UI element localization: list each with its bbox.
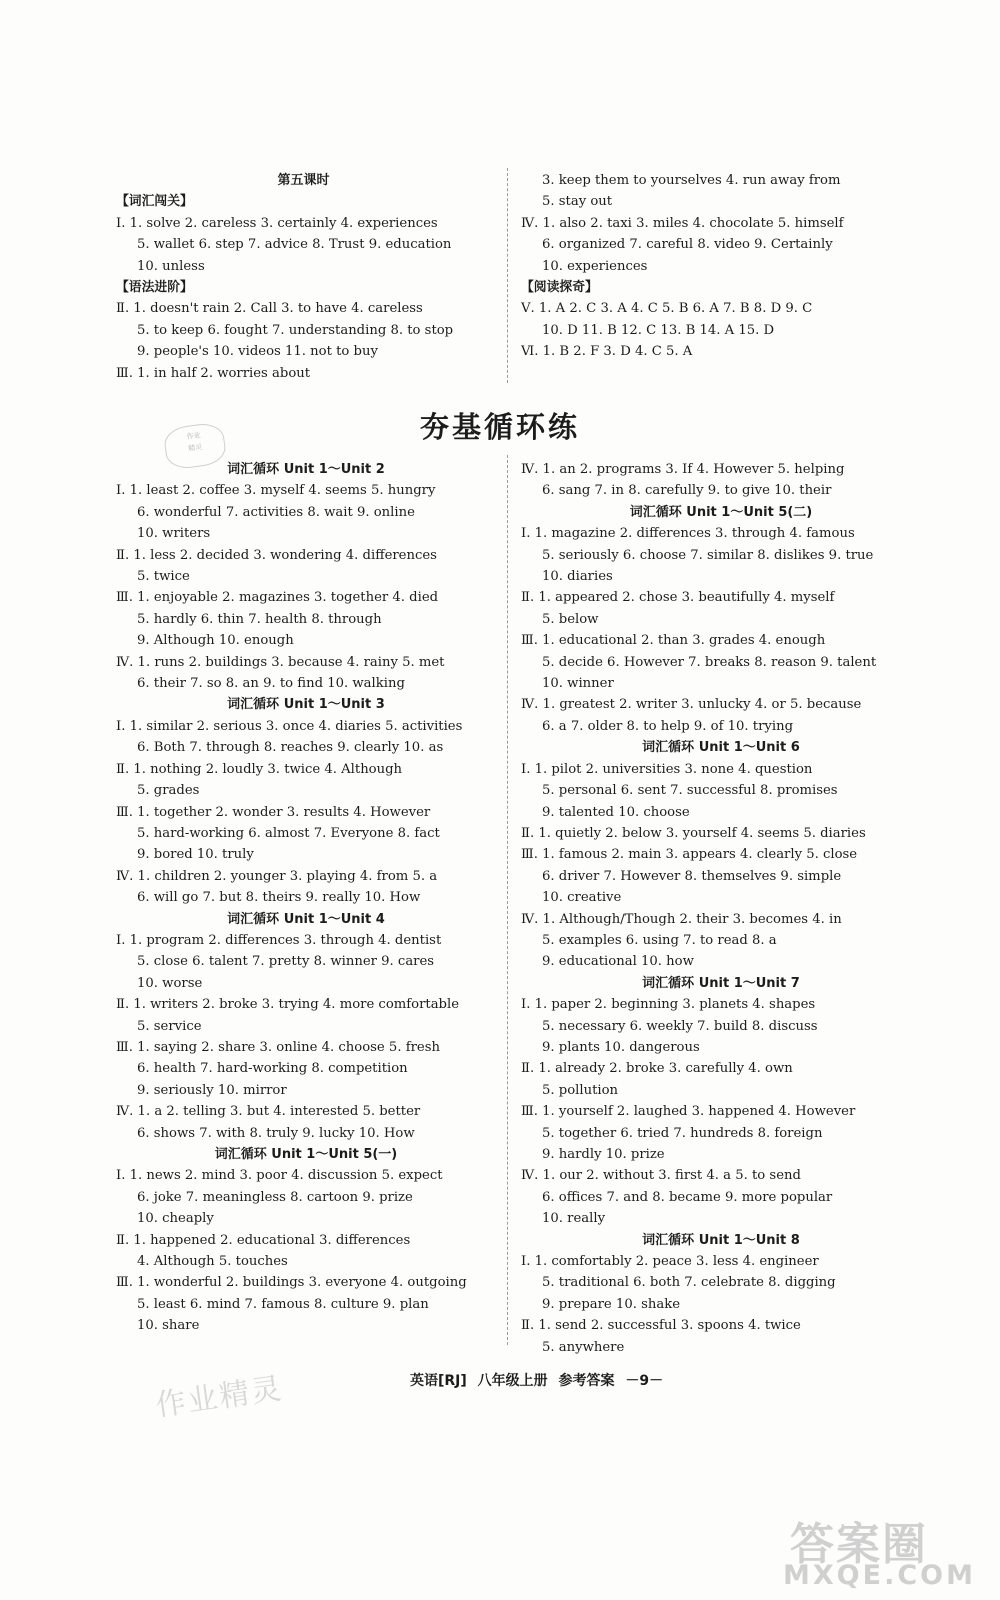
top-left-column bbox=[116, 170, 491, 384]
answer-line: 9. educational 10. how bbox=[542, 954, 694, 970]
answer-line: 5. stay out bbox=[542, 194, 613, 210]
answer-line: Ⅱ. 1. quietly 2. below 3. yourself 4. seems 5. diaries bbox=[521, 825, 866, 841]
answer-line: 10. unless bbox=[137, 258, 205, 274]
answer-line: Ⅰ. 1. news 2. mind 3. poor 4. discussion 5. expect bbox=[116, 1168, 443, 1184]
answer-line: Ⅵ. 1. B 2. F 3. D 4. C 5. A bbox=[521, 344, 693, 360]
stamp-line-2: 精灵 bbox=[187, 443, 203, 453]
answer-line: Ⅲ. 1. educational 2. than 3. grades 4. enough bbox=[521, 633, 826, 649]
answer-line: 5. pollution bbox=[542, 1082, 619, 1098]
answer-line: 5. examples 6. using 7. to read 8. a bbox=[542, 932, 777, 948]
answer-line: Ⅱ. 1. nothing 2. loudly 3. twice 4. Although bbox=[116, 761, 403, 777]
answer-line: Ⅰ. 1. least 2. coffee 3. myself 4. seems 5. hungry bbox=[116, 483, 436, 499]
top-right-column bbox=[521, 170, 921, 363]
answer-line: 10. experiences bbox=[542, 258, 648, 274]
answer-line: Ⅰ. 1. comfortably 2. peace 3. less 4. engineer bbox=[521, 1254, 819, 1270]
answer-line: 9. plants 10. dangerous bbox=[542, 1039, 700, 1055]
page-footer: 英语[RJ] 八年级上册 参考答案 －9－ bbox=[410, 1373, 664, 1389]
answer-line: 6. wonderful 7. activities 8. wait 9. online bbox=[137, 504, 415, 520]
answer-line: 6. organized 7. careful 8. video 9. Certainly bbox=[542, 237, 833, 253]
answer-line: Ⅲ. 1. together 2. wonder 3. results 4. However bbox=[116, 804, 431, 820]
bottom-left-column bbox=[116, 459, 496, 1337]
answer-line: Ⅱ. 1. happened 2. educational 3. differences bbox=[116, 1232, 411, 1248]
answer-line: Ⅰ. 1. similar 2. serious 3. once 4. diaries 5. activities bbox=[116, 718, 463, 734]
answer-line: 6. health 7. hard-working 8. competition bbox=[137, 1061, 408, 1077]
answer-line: Ⅳ. 1. greatest 2. writer 3. unlucky 4. or 5. because bbox=[521, 697, 862, 713]
answer-line: Ⅰ. 1. paper 2. beginning 3. planets 4. shapes bbox=[521, 997, 816, 1013]
subsection-label: 【语法进阶】 bbox=[116, 280, 193, 296]
bottom-right-column bbox=[521, 459, 921, 1358]
answer-line: 9. people's 10. videos 11. not to buy bbox=[137, 344, 378, 360]
answer-line: Ⅱ. 1. writers 2. broke 3. trying 4. more comfortable bbox=[116, 997, 460, 1013]
answer-line: 6. offices 7. and 8. became 9. more popular bbox=[542, 1189, 833, 1205]
answer-line: Ⅳ. 1. an 2. programs 3. If 4. However 5. helping bbox=[521, 462, 845, 477]
answer-line: 10. D 11. B 12. C 13. B 14. A 15. D bbox=[542, 322, 775, 338]
answer-line: 6. will go 7. but 8. theirs 9. really 10. How bbox=[137, 890, 421, 906]
answer-line: Ⅳ. 1. also 2. taxi 3. miles 4. chocolate 5. himself bbox=[521, 215, 844, 231]
top-column-divider bbox=[507, 168, 508, 383]
watermark-logo: 答案圈 bbox=[790, 1519, 928, 1570]
answer-line: Ⅰ. 1. pilot 2. universities 3. none 4. question bbox=[521, 761, 813, 777]
answer-line: 5. below bbox=[542, 611, 599, 627]
answer-line: 9. hardly 10. prize bbox=[542, 1147, 665, 1162]
answer-line: Ⅱ. 1. send 2. successful 3. spoons 4. twice bbox=[521, 1318, 801, 1334]
answer-line: 5. least 6. mind 7. famous 8. culture 9. plan bbox=[137, 1296, 429, 1312]
answer-line: 4. Although 5. touches bbox=[137, 1254, 288, 1270]
answer-line: 10. writers bbox=[137, 526, 211, 542]
answer-line: 10. winner bbox=[542, 676, 614, 692]
answer-line: Ⅳ. 1. children 2. younger 3. playing 4. from 5. a bbox=[116, 868, 438, 884]
watermark-site: MXQE.COM bbox=[783, 1560, 976, 1591]
answer-line: 10. worse bbox=[137, 975, 203, 991]
answer-line: 6. their 7. so 8. an 9. to find 10. walking bbox=[137, 676, 405, 692]
answer-line: 6. joke 7. meaningless 8. cartoon 9. prize bbox=[137, 1189, 413, 1205]
answer-line: Ⅱ. 1. already 2. broke 3. carefully 4. own bbox=[521, 1061, 793, 1077]
subsection-label: 【阅读探奇】 bbox=[521, 280, 598, 296]
answer-line: 5. wallet 6. step 7. advice 8. Trust 9. education bbox=[137, 237, 452, 253]
answer-line: Ⅴ. 1. A 2. C 3. A 4. C 5. B 6. A 7. B 8. D 9. C bbox=[521, 301, 813, 317]
answer-line: 10. really bbox=[542, 1211, 606, 1227]
answer-line: 10. creative bbox=[542, 890, 622, 906]
answer-line: 3. keep them to yourselves 4. run away from bbox=[542, 173, 841, 188]
section-heading: 词汇循环 Unit 1～Unit 8 bbox=[642, 1232, 800, 1248]
answer-line: 9. talented 10. choose bbox=[542, 804, 690, 820]
answer-line: Ⅳ. 1. runs 2. buildings 3. because 4. rainy 5. met bbox=[116, 654, 445, 670]
answer-line: 6. sang 7. in 8. carefully 9. to give 10. their bbox=[542, 483, 832, 499]
answer-line: 5. to keep 6. fought 7. understanding 8. to stop bbox=[137, 322, 454, 338]
answer-line: Ⅲ. 1. yourself 2. laughed 3. happened 4. However bbox=[521, 1104, 856, 1120]
section-heading: 词汇循环 Unit 1～Unit 5(一) bbox=[214, 1147, 398, 1162]
answer-line: 10. cheaply bbox=[137, 1211, 214, 1227]
answer-line: Ⅱ. 1. doesn't rain 2. Call 3. to have 4. careless bbox=[116, 301, 423, 317]
answer-line: Ⅱ. 1. less 2. decided 3. wondering 4. differences bbox=[116, 547, 437, 563]
answer-line: Ⅳ. 1. our 2. without 3. first 4. a 5. to send bbox=[521, 1168, 801, 1184]
answer-line: 10. diaries bbox=[542, 569, 613, 585]
answer-line: 9. bored 10. truly bbox=[137, 847, 254, 863]
answer-line: Ⅳ. 1. a 2. telling 3. but 4. interested 5. better bbox=[116, 1104, 421, 1120]
section-heading: 词汇循环 Unit 1～Unit 3 bbox=[227, 697, 385, 713]
answer-line: 10. share bbox=[137, 1318, 200, 1334]
section-heading: 词汇循环 Unit 1～Unit 2 bbox=[227, 462, 385, 477]
answer-line: 5. seriously 6. choose 7. similar 8. dislikes 9. true bbox=[542, 547, 874, 563]
answer-line: 5. hardly 6. thin 7. health 8. through bbox=[137, 611, 382, 627]
section-heading: 词汇循环 Unit 1～Unit 5(二) bbox=[629, 504, 813, 520]
answer-line: 5. hard-working 6. almost 7. Everyone 8. fact bbox=[137, 825, 440, 841]
answer-line: 6. driver 7. However 8. themselves 9. simple bbox=[542, 868, 842, 884]
answer-line: Ⅲ. 1. wonderful 2. buildings 3. everyone 4. outgoing bbox=[116, 1275, 467, 1291]
answer-line: Ⅲ. 1. famous 2. main 3. appears 4. clearly 5. close bbox=[521, 847, 858, 863]
answer-line: 5. personal 6. sent 7. successful 8. promises bbox=[542, 783, 838, 799]
bottom-column-divider bbox=[507, 455, 508, 1345]
answer-line: Ⅰ. 1. program 2. differences 3. through 4. dentist bbox=[116, 932, 442, 948]
answer-line: Ⅱ. 1. appeared 2. chose 3. beautifully 4. myself bbox=[521, 590, 835, 606]
section-heading: 词汇循环 Unit 1～Unit 4 bbox=[227, 911, 385, 927]
answer-line: 5. necessary 6. weekly 7. build 8. discuss bbox=[542, 1018, 818, 1034]
answer-line: 9. prepare 10. shake bbox=[542, 1296, 681, 1312]
subsection-label: 【词汇闯关】 bbox=[116, 194, 193, 210]
answer-line: 9. Although 10. enough bbox=[137, 633, 294, 649]
answer-line: Ⅲ. 1. saying 2. share 3. online 4. choose 5. fresh bbox=[116, 1039, 440, 1055]
answer-line: 5. together 6. tried 7. hundreds 8. foreign bbox=[542, 1125, 823, 1141]
answer-line: 5. service bbox=[137, 1018, 202, 1034]
section-heading: 第五课时 bbox=[277, 173, 330, 188]
answer-line: Ⅳ. 1. Although/Though 2. their 3. becomes 4. in bbox=[521, 911, 842, 927]
answer-line: 6. Both 7. through 8. reaches 9. clearly 10. as bbox=[137, 740, 444, 756]
answer-line: 5. anywhere bbox=[542, 1339, 625, 1355]
stamp-line-1: 作业 bbox=[186, 431, 202, 442]
answer-line: 9. seriously 10. mirror bbox=[137, 1082, 287, 1098]
answer-line: 6. shows 7. with 8. truly 9. lucky 10. How bbox=[137, 1125, 415, 1141]
answer-line: 5. decide 6. However 7. breaks 8. reason 9. talent bbox=[542, 654, 877, 670]
section-title: 夯基循环练 bbox=[419, 410, 580, 444]
answer-line: Ⅰ. 1. solve 2. careless 3. certainly 4. experiences bbox=[116, 215, 438, 231]
answer-line: 5. twice bbox=[137, 569, 190, 585]
answer-line: 5. traditional 6. both 7. celebrate 8. digging bbox=[542, 1275, 836, 1291]
section-heading: 词汇循环 Unit 1～Unit 7 bbox=[642, 975, 800, 991]
watermark-text: 作业精灵 bbox=[153, 1371, 286, 1424]
answer-line: Ⅰ. 1. magazine 2. differences 3. through 4. famous bbox=[521, 526, 855, 542]
answer-line: 5. close 6. talent 7. pretty 8. winner 9. cares bbox=[137, 954, 435, 970]
answer-line: 6. a 7. older 8. to help 9. of 10. trying bbox=[542, 718, 794, 734]
answer-line: Ⅲ. 1. in half 2. worries about bbox=[116, 365, 311, 381]
answer-line: Ⅲ. 1. enjoyable 2. magazines 3. together 4. died bbox=[116, 590, 439, 606]
section-heading: 词汇循环 Unit 1～Unit 6 bbox=[642, 740, 800, 756]
answer-line: 5. grades bbox=[137, 783, 200, 799]
